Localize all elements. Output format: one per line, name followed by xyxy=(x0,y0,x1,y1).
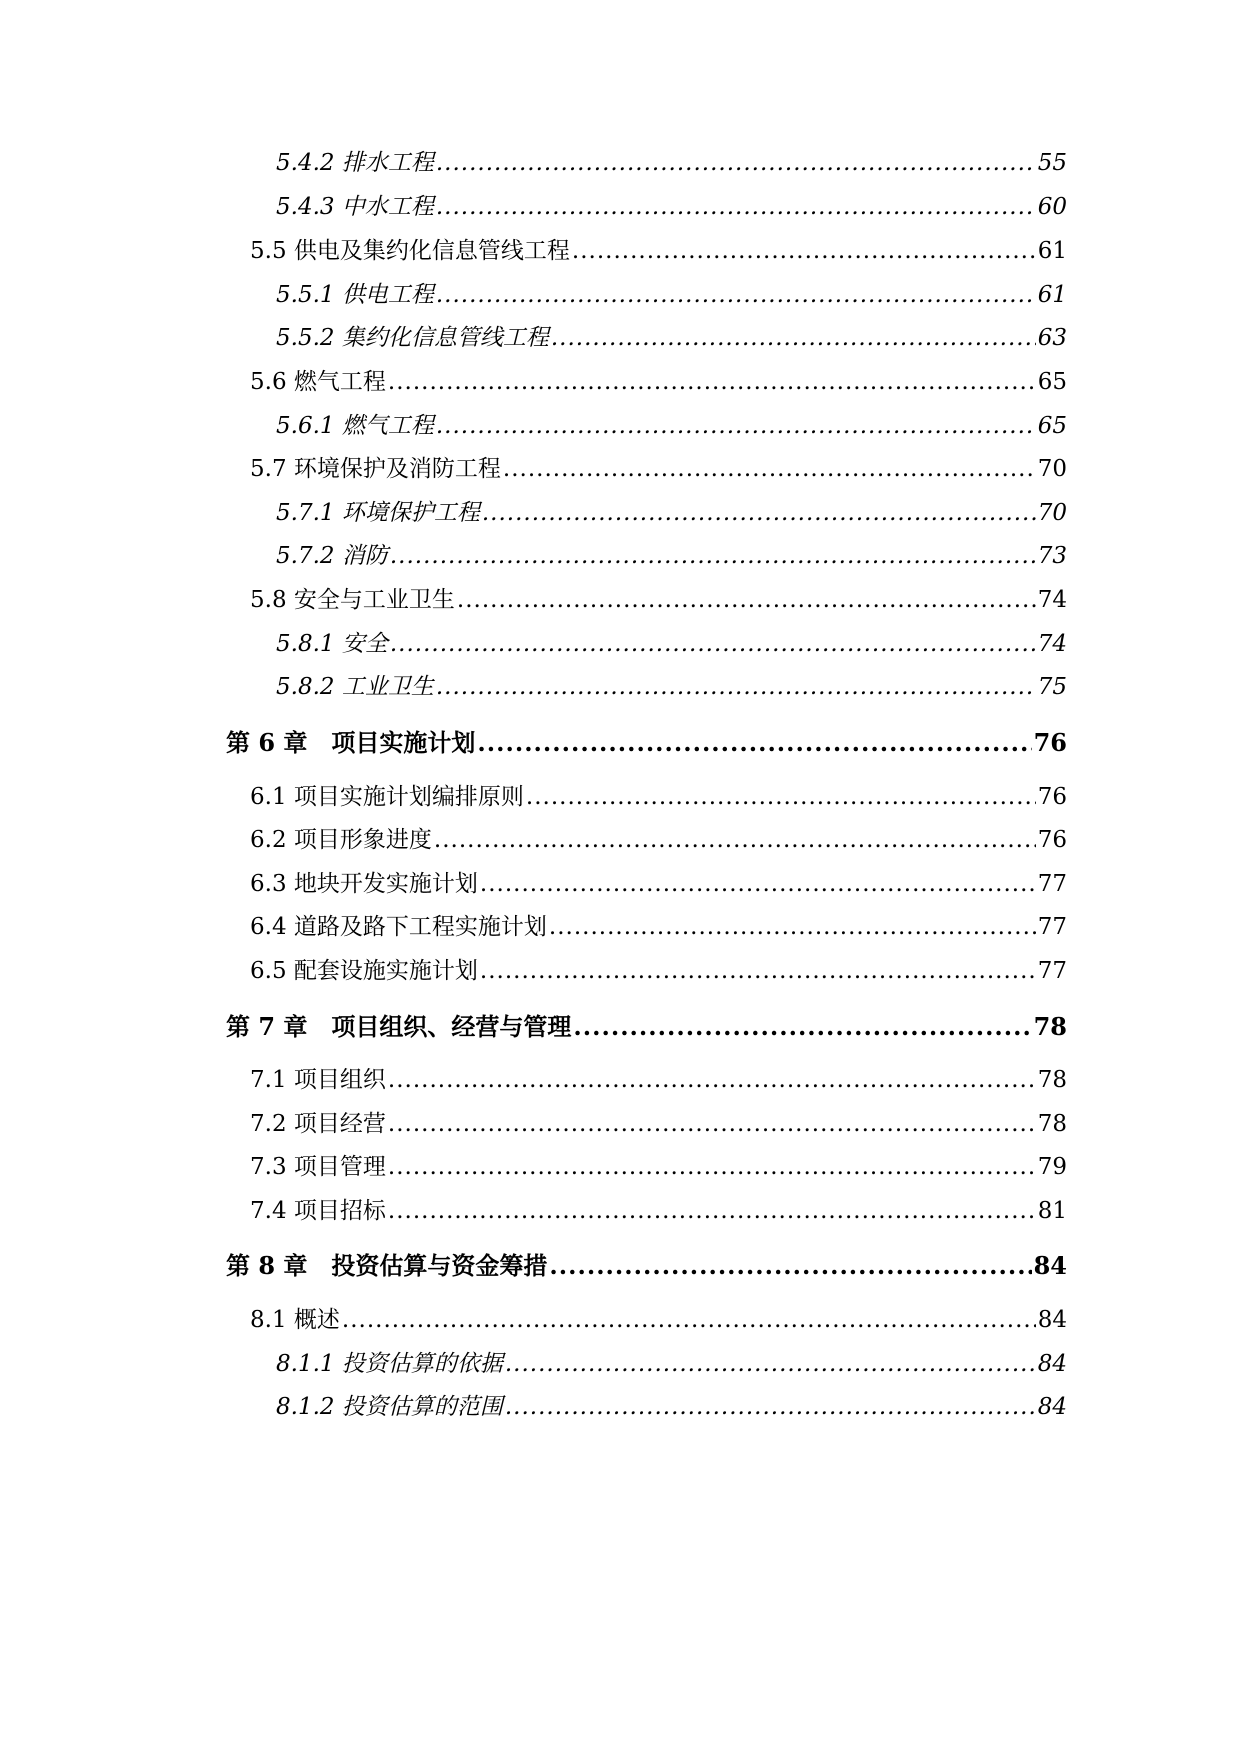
toc-entry-page: 61 xyxy=(1037,238,1067,264)
toc-entry-page: 65 xyxy=(1037,413,1067,439)
toc-entry-page: 55 xyxy=(1037,150,1067,176)
toc-entry[interactable] xyxy=(276,502,1067,525)
toc-entry-title: 5.7.1 环境保护工程 xyxy=(276,500,480,526)
toc-dot-leader xyxy=(434,829,1036,852)
toc-dot-leader xyxy=(480,960,1036,983)
toc-dot-leader xyxy=(549,1254,1031,1278)
toc-entry-title: 第 8 章 投资估算与资金筹措 xyxy=(226,1251,548,1280)
toc-entry[interactable] xyxy=(250,371,1067,394)
toc-entry-page: 74 xyxy=(1037,631,1067,657)
toc-entry[interactable] xyxy=(276,676,1067,699)
toc-entry-title: 7.3 项目管理 xyxy=(250,1154,386,1180)
toc-entry-title: 第 6 章 项目实施计划 xyxy=(226,728,476,757)
toc-entry-title: 8.1.1 投资估算的依据 xyxy=(276,1351,503,1377)
toc-entry[interactable] xyxy=(250,960,1067,983)
toc-dot-leader xyxy=(388,1200,1036,1223)
toc-entry-page: 61 xyxy=(1037,282,1067,308)
toc-dot-leader xyxy=(572,240,1036,263)
toc-entry-title: 5.7.2 消防 xyxy=(276,543,388,569)
toc-entry-title: 6.1 项目实施计划编排原则 xyxy=(250,784,524,810)
toc-entry[interactable] xyxy=(276,196,1067,219)
toc-entry-page: 79 xyxy=(1037,1154,1067,1180)
toc-entry-page: 76 xyxy=(1037,784,1067,810)
toc-entry[interactable] xyxy=(250,1200,1067,1223)
toc-dot-leader xyxy=(390,633,1036,656)
toc-dot-leader xyxy=(388,1113,1036,1136)
toc-dot-leader xyxy=(503,458,1036,481)
toc-entry[interactable] xyxy=(250,1309,1067,1332)
toc-dot-leader xyxy=(549,916,1036,939)
toc-entry-title: 5.8 安全与工业卫生 xyxy=(250,587,455,613)
toc-entry-title: 6.4 道路及路下工程实施计划 xyxy=(250,914,547,940)
toc-entry[interactable] xyxy=(250,1113,1067,1136)
toc-chapter-entry[interactable] xyxy=(226,1012,1067,1041)
toc-entry-page: 75 xyxy=(1037,674,1067,700)
toc-entry[interactable] xyxy=(250,1156,1067,1179)
toc-entry[interactable] xyxy=(250,873,1067,896)
toc-entry[interactable] xyxy=(250,786,1067,809)
toc-dot-leader xyxy=(436,196,1036,219)
toc-entry-page: 77 xyxy=(1037,914,1067,940)
toc-entry-title: 5.6 燃气工程 xyxy=(250,369,386,395)
toc-entry-title: 5.5.1 供电工程 xyxy=(276,282,434,308)
toc-dot-leader xyxy=(390,545,1036,568)
toc-dot-leader xyxy=(477,731,1031,755)
toc-entry-title: 6.3 地块开发实施计划 xyxy=(250,871,478,897)
toc-chapter-entry[interactable] xyxy=(226,728,1067,757)
toc-entry-title: 7.4 项目招标 xyxy=(250,1198,386,1224)
toc-dot-leader xyxy=(436,676,1036,699)
toc-entry-title: 6.5 配套设施实施计划 xyxy=(250,958,478,984)
toc-entry[interactable] xyxy=(276,633,1067,656)
toc-chapter-entry[interactable] xyxy=(226,1251,1067,1280)
toc-entry-page: 76 xyxy=(1033,728,1067,757)
toc-entry[interactable] xyxy=(250,589,1067,612)
toc-entry-page: 74 xyxy=(1037,587,1067,613)
toc-entry[interactable] xyxy=(276,152,1067,175)
toc-entry-title: 5.8.2 工业卫生 xyxy=(276,674,434,700)
toc-dot-leader xyxy=(505,1396,1036,1419)
toc-entry-title: 5.8.1 安全 xyxy=(276,631,388,657)
toc-dot-leader xyxy=(436,284,1036,307)
toc-entry[interactable] xyxy=(276,284,1067,307)
toc-dot-leader xyxy=(388,1156,1036,1179)
toc-entry[interactable] xyxy=(276,545,1067,568)
toc-entry-page: 81 xyxy=(1037,1198,1067,1224)
toc-entry[interactable] xyxy=(276,1353,1067,1376)
toc-entry-page: 78 xyxy=(1033,1012,1067,1041)
toc-entry-page: 70 xyxy=(1037,456,1067,482)
toc-entry-page: 65 xyxy=(1037,369,1067,395)
toc-entry-page: 84 xyxy=(1037,1351,1067,1377)
toc-entry[interactable] xyxy=(250,916,1067,939)
toc-entry[interactable] xyxy=(276,1396,1067,1419)
toc-dot-leader xyxy=(573,1015,1031,1039)
toc-entry-page: 77 xyxy=(1037,871,1067,897)
toc-entry-page: 78 xyxy=(1037,1067,1067,1093)
toc-dot-leader xyxy=(342,1309,1036,1332)
toc-entry[interactable] xyxy=(250,240,1067,263)
toc-entry-title: 5.4.2 排水工程 xyxy=(276,150,434,176)
toc-dot-leader xyxy=(436,415,1036,438)
toc-dot-leader xyxy=(505,1353,1036,1376)
toc-entry[interactable] xyxy=(250,829,1067,852)
toc-dot-leader xyxy=(526,786,1036,809)
toc-entry-title: 5.6.1 燃气工程 xyxy=(276,413,434,439)
toc-entry-title: 5.5.2 集约化信息管线工程 xyxy=(276,325,549,351)
toc-entry-title: 5.7 环境保护及消防工程 xyxy=(250,456,501,482)
toc-entry-page: 84 xyxy=(1033,1251,1067,1280)
toc-dot-leader xyxy=(551,327,1036,350)
toc-entry-page: 60 xyxy=(1037,194,1067,220)
toc-entry-page: 84 xyxy=(1037,1394,1067,1420)
toc-entry-title: 第 7 章 项目组织、经营与管理 xyxy=(226,1012,572,1041)
toc-entry-title: 5.4.3 中水工程 xyxy=(276,194,434,220)
toc-entry-title: 8.1 概述 xyxy=(250,1307,340,1333)
toc-entry[interactable] xyxy=(276,415,1067,438)
toc-dot-leader xyxy=(457,589,1036,612)
toc-entry-title: 5.5 供电及集约化信息管线工程 xyxy=(250,238,570,264)
toc-entry-page: 70 xyxy=(1037,500,1067,526)
toc-dot-leader xyxy=(480,873,1036,896)
toc-entry[interactable] xyxy=(250,458,1067,481)
toc-dot-leader xyxy=(482,502,1036,525)
toc-entry-page: 73 xyxy=(1037,543,1067,569)
toc-entry[interactable] xyxy=(276,327,1067,350)
toc-entry-title: 8.1.2 投资估算的范围 xyxy=(276,1394,503,1420)
toc-dot-leader xyxy=(388,371,1036,394)
toc-entry-title: 7.2 项目经营 xyxy=(250,1111,386,1137)
toc-entry[interactable] xyxy=(250,1069,1067,1092)
toc-entry-page: 76 xyxy=(1037,827,1067,853)
toc-entry-title: 7.1 项目组织 xyxy=(250,1067,386,1093)
toc-entry-title: 6.2 项目形象进度 xyxy=(250,827,432,853)
toc-dot-leader xyxy=(436,152,1036,175)
toc-entry-page: 84 xyxy=(1037,1307,1067,1333)
toc-entry-page: 63 xyxy=(1037,325,1067,351)
toc-entry-page: 77 xyxy=(1037,958,1067,984)
toc-dot-leader xyxy=(388,1069,1036,1092)
toc-entry-page: 78 xyxy=(1037,1111,1067,1137)
